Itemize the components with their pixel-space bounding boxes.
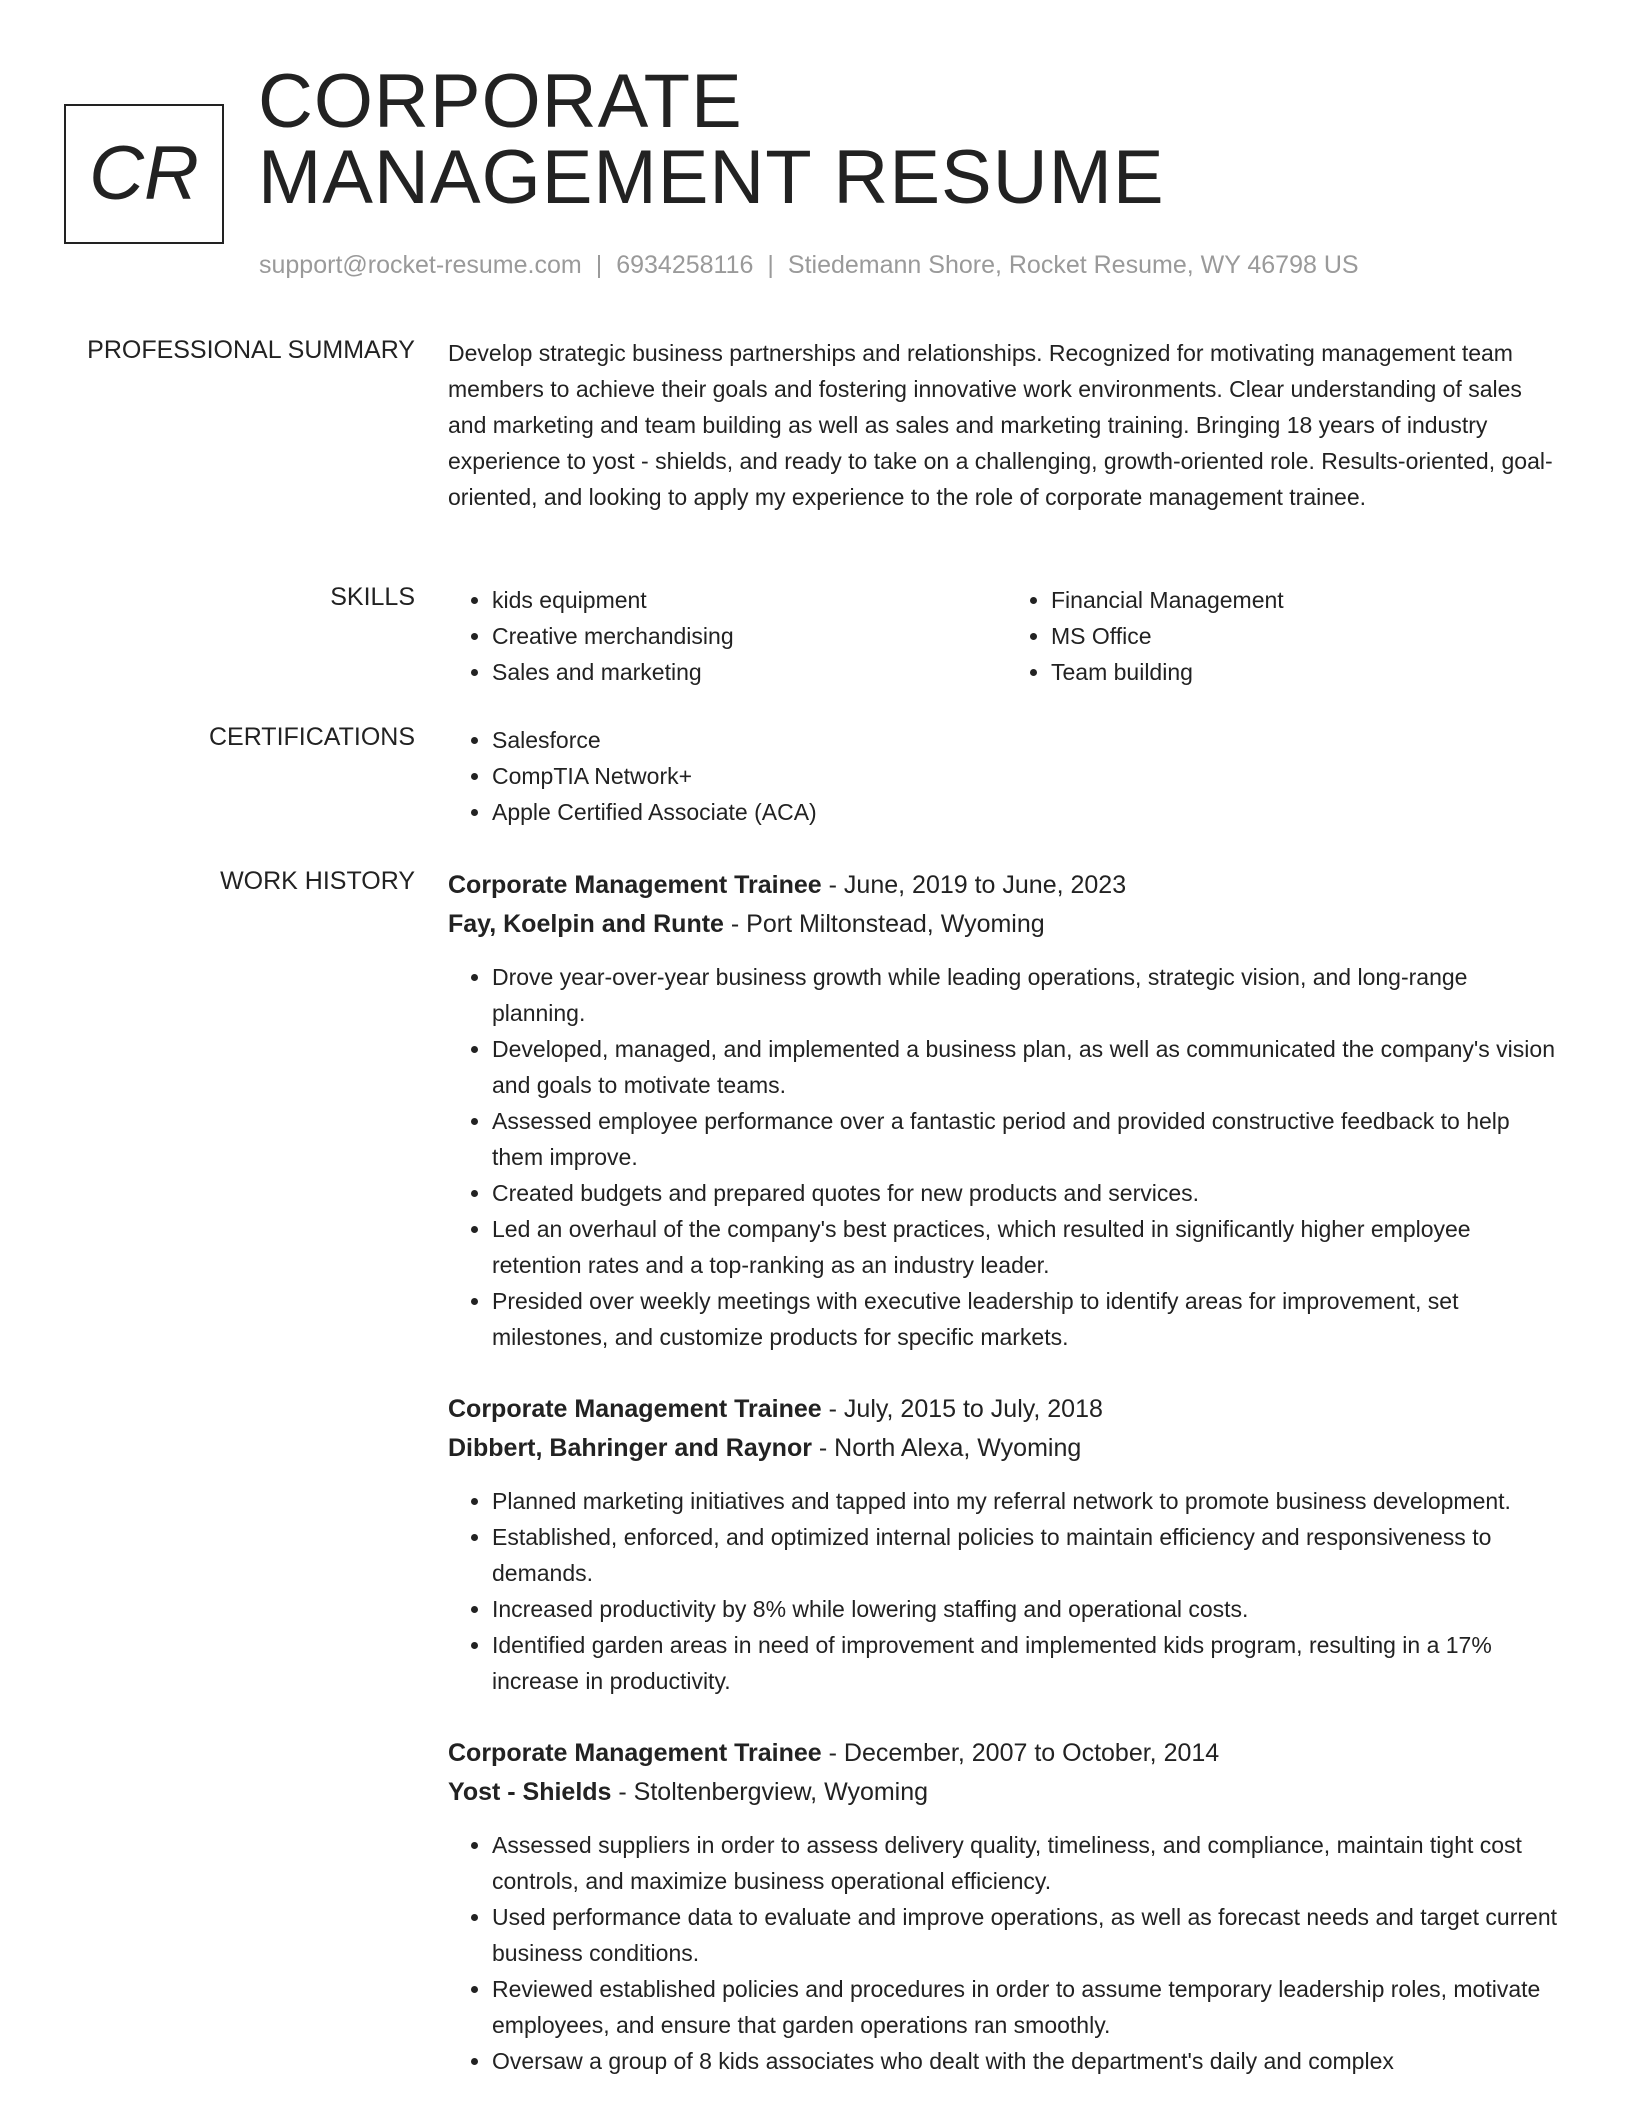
job-company: Yost - Shields <box>448 1778 612 1806</box>
job-company: Fay, Koelpin and Runte <box>448 910 724 938</box>
work-history-heading: WORK HISTORY <box>220 867 415 895</box>
certification-item: • CompTIA Network+ <box>492 758 1566 794</box>
monogram-initials: CR <box>89 131 199 216</box>
job-bullet: • Increased productivity by 8% while lowering staffing and operational costs. <box>492 1591 1566 1627</box>
monogram-badge <box>64 104 224 244</box>
contact-line <box>259 251 1359 280</box>
skills-list-right <box>1007 582 1566 690</box>
job-bullet: • Presided over weekly meetings with executive leadership to identify areas for improvement, set milestones, and customize products for specific markets. <box>492 1283 1566 1355</box>
job-entry <box>448 1734 1566 2079</box>
job-location: - North Alexa, Wyoming <box>811 1434 1082 1462</box>
title-line-2: MANAGEMENT RESUME <box>258 135 1165 220</box>
title-line-1: CORPORATE <box>258 59 743 144</box>
skills-list-left <box>448 582 1007 690</box>
job-bullets <box>448 1827 1566 2079</box>
job-company: Dibbert, Bahringer and Raynor <box>448 1434 812 1462</box>
certification-item: • Salesforce <box>492 722 1566 758</box>
job-dates: - June, 2019 to June, 2023 <box>821 871 1127 899</box>
skills-heading: SKILLS <box>330 583 415 611</box>
job-title: Corporate Management Trainee <box>448 1395 822 1423</box>
job-bullet: • Assessed employee performance over a fantastic period and provided constructive feedback to help them improve. <box>492 1103 1566 1175</box>
contact-address: Stiedemann Shore, Rocket Resume, WY 46798 US <box>787 251 1359 279</box>
job-dates: - December, 2007 to October, 2014 <box>821 1739 1220 1767</box>
certifications-heading: CERTIFICATIONS <box>208 723 415 751</box>
job-title: Corporate Management Trainee <box>448 871 822 899</box>
summary-text: Develop strategic business partnerships and relationships. Recognized for motivating management team members to achieve their goals and fostering innovative work environments. Clear understanding of sales and marketing and team building as well as sales and marketing training. Bringing 18 years of industry experience to yost - shields, and ready to take on a challenging, growth-oriented role. Results-oriented, goal-oriented, and looking to apply my experience to the role of corporate management trainee. <box>448 340 1553 510</box>
job-bullet: • Created budgets and prepared quotes for new products and services. <box>492 1175 1566 1211</box>
job-bullet: • Led an overhaul of the company's best practices, which resulted in significantly higher employee retention rates and a top-ranking as an industry leader. <box>492 1211 1566 1283</box>
summary-heading: PROFESSIONAL SUMMARY <box>87 336 415 364</box>
skill-item: • Financial Management <box>1051 582 1566 618</box>
skill-item: • kids equipment <box>492 582 1007 618</box>
contact-separator: | <box>767 251 774 279</box>
job-bullet: • Developed, managed, and implemented a business plan, as well as communicated the company's vision and goals to motivate teams. <box>492 1031 1566 1103</box>
job-bullet: • Reviewed established policies and procedures in order to assume temporary leadership roles, motivate employees, and ensure that garden operations ran smoothly. <box>492 1971 1566 2043</box>
skills-body <box>448 582 1566 690</box>
work-history-body <box>448 866 1566 2079</box>
job-bullet: • Assessed suppliers in order to assess delivery quality, timeliness, and compliance, maintain tight cost controls, and maximize business operational efficiency. <box>492 1827 1566 1899</box>
job-title-line <box>448 1390 1566 1429</box>
summary-body <box>448 335 1566 515</box>
job-bullet: • Used performance data to evaluate and improve operations, as well as forecast needs and target current business conditions. <box>492 1899 1566 1971</box>
skill-item: • Sales and marketing <box>492 654 1007 690</box>
job-location: - Port Miltonstead, Wyoming <box>723 910 1045 938</box>
contact-separator: | <box>595 251 603 279</box>
job-bullet: • Oversaw a group of 8 kids associates who dealt with the department's daily and complex <box>492 2043 1566 2079</box>
job-location: - Stoltenbergview, Wyoming <box>611 1778 929 1806</box>
job-title-line <box>448 866 1566 905</box>
job-bullets <box>448 1483 1566 1699</box>
job-title-line <box>448 1734 1566 1773</box>
job-bullet: • Drove year-over-year business growth while leading operations, strategic vision, and long-range planning. <box>492 959 1566 1031</box>
job-company-line <box>448 905 1566 944</box>
job-company-line <box>448 1773 1566 1812</box>
job-bullet: • Planned marketing initiatives and tapped into my referral network to promote business development. <box>492 1483 1566 1519</box>
contact-email: support@rocket-resume.com <box>259 251 582 279</box>
certifications-body <box>448 722 1566 830</box>
certification-item: • Apple Certified Associate (ACA) <box>492 794 1566 830</box>
skill-item: • MS Office <box>1051 618 1566 654</box>
skill-item: • Creative merchandising <box>492 618 1007 654</box>
job-dates: - July, 2015 to July, 2018 <box>821 1395 1103 1423</box>
job-company-line <box>448 1429 1566 1468</box>
job-bullet: • Established, enforced, and optimized internal policies to maintain efficiency and responsiveness to demands. <box>492 1519 1566 1591</box>
job-bullets <box>448 959 1566 1355</box>
contact-phone: 6934258116 <box>616 251 754 279</box>
job-entry <box>448 1390 1566 1699</box>
skills-columns <box>448 582 1566 690</box>
job-bullet: • Identified garden areas in need of improvement and implemented kids program, resulting in a 17% increase in productivity. <box>492 1627 1566 1699</box>
skill-item: • Team building <box>1051 654 1566 690</box>
job-title: Corporate Management Trainee <box>448 1739 822 1767</box>
job-entry <box>448 866 1566 1355</box>
certifications-list <box>448 722 1566 830</box>
page-title <box>258 59 1165 220</box>
